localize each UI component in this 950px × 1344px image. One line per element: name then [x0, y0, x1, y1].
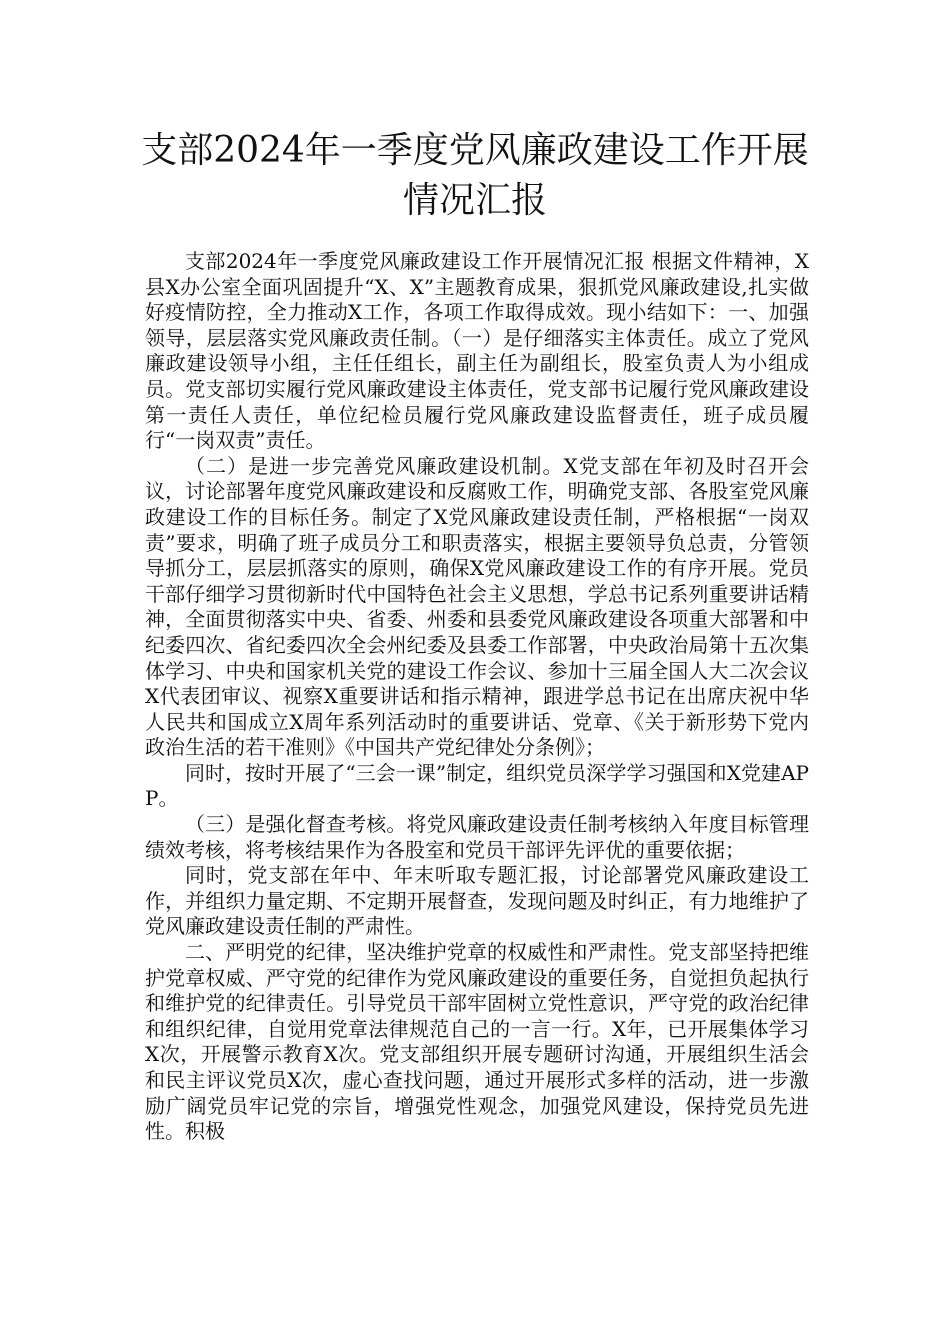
- paragraph: 同时，党支部在年中、年末听取专题汇报，讨论部署党风廉政建设工作，并组织力量定期、不定期开展督查，发现问题及时纠正，有力地维护了党风廉政建设责任制的严肃性。: [145, 863, 809, 939]
- paragraph: 支部2024年一季度党风廉政建设工作开展情况汇报 根据文件精神，X县X办公室全面巩固提升“X、X”主题教育成果，狠抓党风廉政建设,扎实做好疫情防控，全力推动X工作，各项工作取得成效。现小结如下：一、加强领导，层层落实党风廉政责任制。（一）是仔细落实主体责任。成立了党风廉政建设领导小组，主任任组长，副主任为副组长，股室负责人为小组成员。党支部切实履行党风廉政建设主体责任，党支部书记履行党风廉政建设第一责任人责任，单位纪检员履行党风廉政建设监督责任，班子成员履行“一岗双责”责任。: [145, 249, 809, 453]
- paragraph: （三）是强化督查考核。将党风廉政建设责任制考核纳入年度目标管理绩效考核，将考核结果作为各股室和党员干部评先评优的重要依据；: [145, 812, 809, 862]
- paragraph: 二、严明党的纪律，坚决维护党章的权威性和严肃性。党支部坚持把维护党章权威、严守党的纪律作为党风廉政建设的重要任务，自觉担负起执行和维护党的纪律责任。引导党员干部牢固树立党性意识，严守党的政治纪律和组织纪律，自觉用党章法律规范自己的一言一行。X年，已开展集体学习X次，开展警示教育X次。党支部组织开展专题研讨沟通，开展组织生活会和民主评议党员X次，虚心查找问题，通过开展形式多样的活动，进一步激励广阔党员牢记党的宗旨，增强党性观念，加强党风建设，保持党员先进性。积极: [145, 940, 809, 1144]
- title-line-2: 情况汇报: [402, 180, 547, 221]
- document-body: [145, 249, 809, 1145]
- paragraph: 同时，按时开展了“三会一课”制定，组织党员深学学习强国和X党建APP。: [145, 760, 809, 811]
- paragraph: （二）是进一步完善党风廉政建设机制。X党支部在年初及时召开会议，讨论部署年度党风廉政建设和反腐败工作，明确党支部、各股室党风廉政建设工作的目标任务。制定了X党风廉政建设责任制，严格根据“一岗双责”要求，明确了班子成员分工和职责落实，根据主要领导负总责，分管领导抓分工，层层抓落实的原则，确保X党风廉政建设工作的有序开展。党员干部仔细学习贯彻新时代中国特色社会主义思想，学总书记系列重要讲话精神，全面贯彻落实中央、省委、州委和县委党风廉政建设各项重大部署和中纪委四次、省纪委四次全会州纪委及县委工作部署，中央政治局第十五次集体学习、中央和国家机关党的建设工作会议、参加十三届全国人大二次会议X代表团审议、视察X重要讲话和指示精神，跟进学总书记在出席庆祝中华人民共和国成立X周年系列活动时的重要讲话、党章、《关于新形势下党内政治生活的若干准则》《中国共产党纪律处分条例》；: [145, 453, 809, 760]
- document-title: [120, 126, 830, 226]
- title-line-1: 支部2024年一季度党风廉政建设工作开展: [141, 130, 809, 171]
